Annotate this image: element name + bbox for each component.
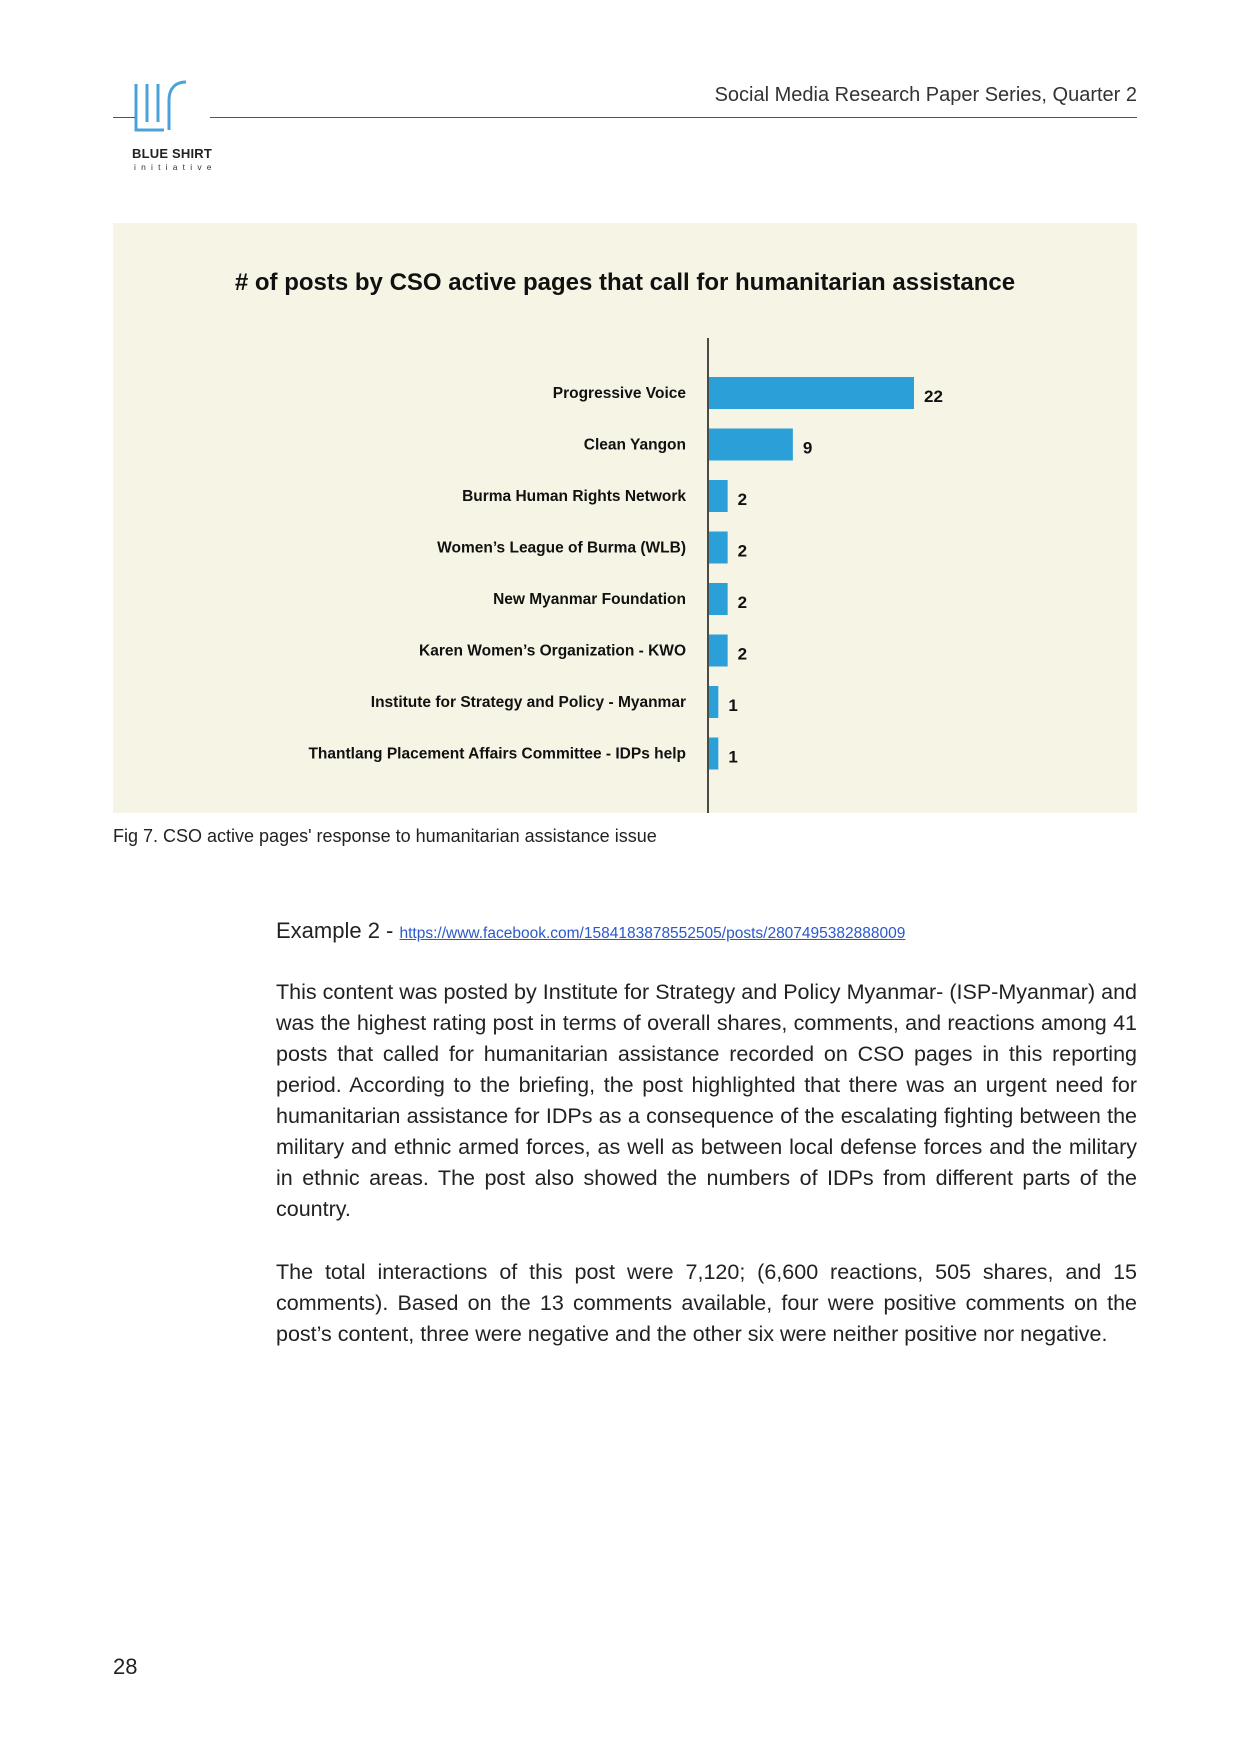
page-number: 28: [113, 1654, 138, 1679]
bar: [709, 377, 914, 409]
chart-panel: [113, 223, 1137, 813]
bar: [709, 686, 718, 718]
category-label: Institute for Strategy and Policy - Myanmar: [370, 694, 686, 711]
bar-chart: [113, 223, 1137, 813]
value-label: 2: [737, 644, 748, 664]
example-heading: [276, 918, 905, 944]
category-label: New Myanmar Foundation: [493, 591, 686, 608]
chart-title: # of posts by CSO active pages that call for humanitarian assistance: [234, 269, 1016, 296]
category-label: Progressive Voice: [552, 385, 686, 402]
series-title: Social Media Research Paper Series, Quarter 2: [714, 84, 1137, 106]
header-rule-left: [113, 117, 135, 118]
bar: [709, 635, 728, 667]
example-link[interactable]: https://www.facebook.com/1584183878552505/posts/2807495382888009: [399, 925, 906, 942]
value-label: 9: [802, 438, 813, 458]
value-label: 2: [737, 593, 748, 612]
category-label: Karen Women’s Organization - KWO: [419, 642, 686, 660]
bar: [709, 583, 728, 615]
value-label: 22: [924, 387, 943, 406]
value-label: 1: [728, 747, 738, 767]
logo-subtitle: initiative: [134, 162, 217, 172]
bar: [709, 738, 718, 770]
category-label: Women’s League of Burma (WLB): [437, 539, 686, 557]
logo-mark-icon: [128, 78, 198, 140]
value-label: 2: [737, 490, 748, 509]
header-rule: [210, 117, 1137, 118]
value-label: 1: [728, 696, 738, 715]
logo-name: BLUE SHIRT: [132, 146, 212, 161]
bar: [709, 532, 728, 564]
category-label: Burma Human Rights Network: [462, 488, 686, 505]
value-label: 2: [737, 541, 748, 561]
category-label: Clean Yangon: [583, 436, 686, 454]
paragraph-1: This content was posted by Institute for Strategy and Policy Myanmar- (ISP-Myanmar) and was the highest rating post in terms of overall shares, comments, and reactions among 41 posts that called for humanitarian assistance recorded on CSO pages in this reporting period. According to the briefing, the post highlighted that there was an urgent need for humanitarian assistance for IDPs as a consequence of the escalating fighting between the military and ethnic armed forces, as well as between local defense forces and the military in ethnic areas. The post also showed the numbers of IDPs from different parts of the country.: [276, 980, 1137, 1221]
bar: [709, 480, 728, 512]
category-label: Thantlang Placement Affairs Committee - IDPs help: [308, 745, 686, 763]
bar: [709, 429, 793, 461]
blue-shirt-logo: [128, 78, 238, 178]
example-label: Example 2 -: [276, 918, 400, 943]
paragraph-2: The total interactions of this post were 7,120; (6,600 reactions, 505 shares, and 15 comments). Based on the 13 comments available, four were positive comments on the post’s content, three were negative and the other six were neither positive nor negative.: [276, 1260, 1137, 1346]
figure-caption: Fig 7. CSO active pages' response to humanitarian assistance issue: [113, 826, 657, 846]
